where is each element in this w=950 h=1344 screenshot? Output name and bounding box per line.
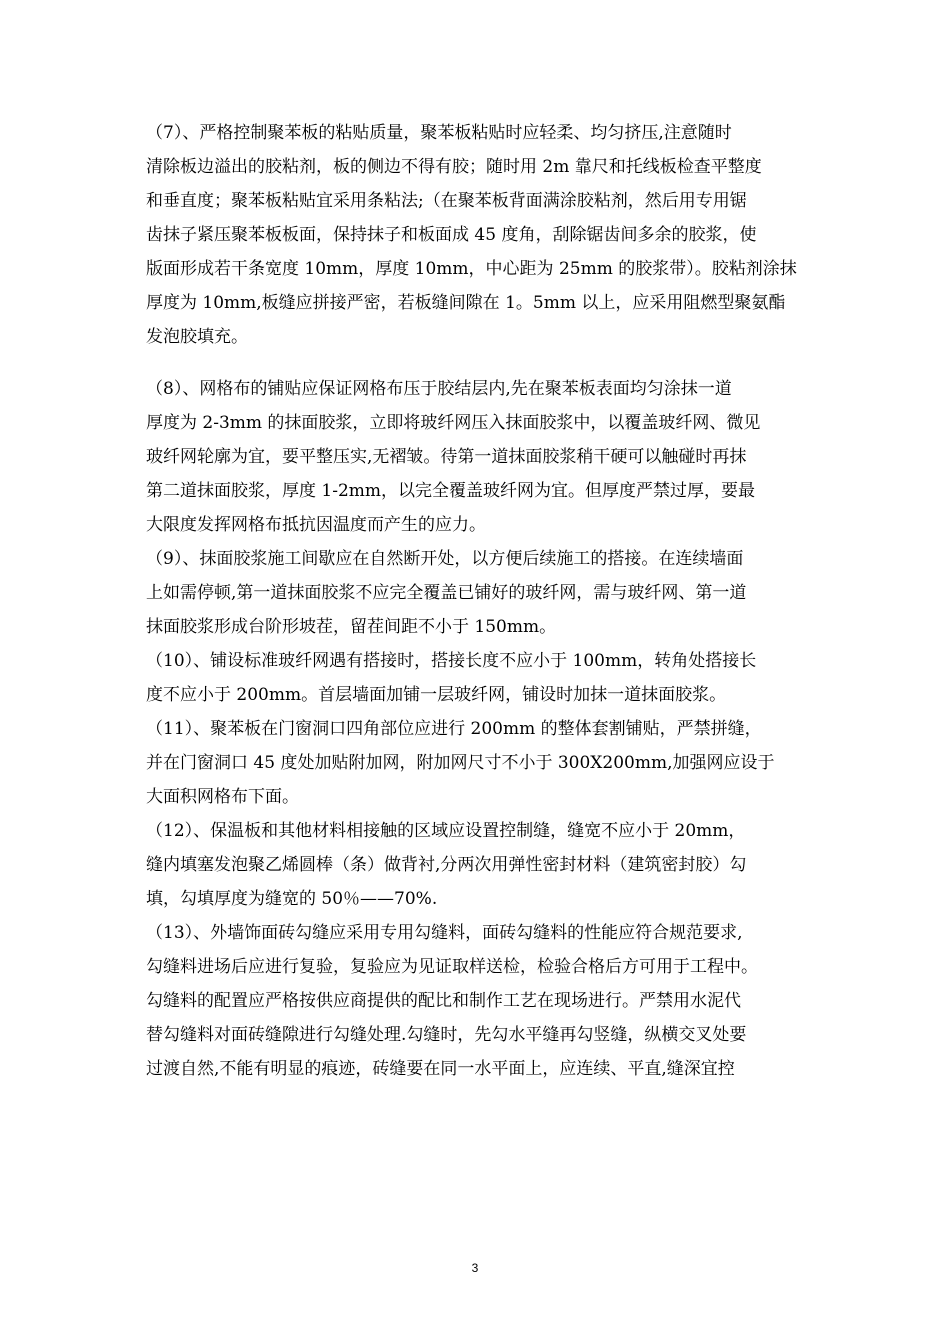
text-line: 齿抹子紧压聚苯板板面，保持抹子和板面成 45 度角，刮除锯齿间多余的胶浆，使 xyxy=(146,225,757,245)
text-line: 第二道抹面胶浆，厚度 1-2mm，以完全覆盖玻纤网为宜。但厚度严禁过厚，要最 xyxy=(146,481,756,501)
text-line: 过渡自然,不能有明显的痕迹，砖缝要在同一水平面上，应连续、平直,缝深宜控 xyxy=(146,1059,735,1079)
text-line: 度不应小于 200mm。首层墙面加铺一层玻纤网，铺设时加抹一道抹面胶浆。 xyxy=(146,685,727,705)
text-line: 大限度发挥网格布抵抗因温度而产生的应力。 xyxy=(146,515,486,535)
paragraph-7 xyxy=(146,116,828,354)
text-line: 并在门窗洞口 45 度处加贴附加网，附加网尺寸不小于 300X200mm,加强网应设于 xyxy=(146,753,775,773)
paragraph-12 xyxy=(146,814,828,916)
text-line: 替勾缝料对面砖缝隙进行勾缝处理.勾缝时，先勾水平缝再勾竖缝，纵横交叉处要 xyxy=(146,1025,747,1045)
text-line: 缝内填塞发泡聚乙烯圆棒（条）做背衬,分两次用弹性密封材料（建筑密封胶）勾 xyxy=(146,855,747,875)
text-line: 抹面胶浆形成台阶形坡茬，留茬间距不小于 150mm。 xyxy=(146,617,557,637)
text-line: 玻纤网轮廓为宜，要平整压实,无褶皱。待第一道抹面胶浆稍干硬可以触碰时再抹 xyxy=(146,447,747,467)
paragraph-11 xyxy=(146,712,828,814)
text-line: （8）、网格布的铺贴应保证网格布压于胶结层内,先在聚苯板表面均匀涂抹一道 xyxy=(146,379,732,399)
page-number: 3 xyxy=(471,1261,479,1275)
text-line: （10）、铺设标准玻纤网遇有搭接时，搭接长度不应小于 100mm，转角处搭接长 xyxy=(146,651,757,671)
text-line: 和垂直度；聚苯板粘贴宜采用条粘法;（在聚苯板背面满涂胶粘剂，然后用专用锯 xyxy=(146,191,747,211)
text-line: （7）、严格控制聚苯板的粘贴质量，聚苯板粘贴时应轻柔、均匀挤压,注意随时 xyxy=(146,123,732,143)
text-line: 勾缝料的配置应严格按供应商提供的配比和制作工艺在现场进行。严禁用水泥代 xyxy=(146,991,741,1011)
text-line: 厚度为 10mm,板缝应拼接严密，若板缝间隙在 1。5mm 以上，应采用阻燃型聚氨酯 xyxy=(146,293,786,313)
text-line: 填，勾填厚度为缝宽的 50％——70%. xyxy=(146,889,438,909)
text-line: 大面积网格布下面。 xyxy=(146,787,299,807)
text-line: 厚度为 2-3mm 的抹面胶浆，立即将玻纤网压入抹面胶浆中，以覆盖玻纤网、微见 xyxy=(146,413,761,433)
paragraph-9 xyxy=(146,542,828,644)
paragraph-8 xyxy=(146,372,828,542)
document-body xyxy=(146,116,828,1086)
text-line: （12）、保温板和其他材料相接触的区域应设置控制缝，缝宽不应小于 20mm， xyxy=(146,821,746,841)
text-line: 发泡胶填充。 xyxy=(146,327,248,347)
text-line: （9）、抹面胶浆施工间歇应在自然断开处，以方便后续施工的搭接。在连续墙面 xyxy=(146,549,744,569)
text-line: 勾缝料进场后应进行复验，复验应为见证取样送检，检验合格后方可用于工程中。 xyxy=(146,957,758,977)
text-line: 上如需停顿,第一道抹面胶浆不应完全覆盖已铺好的玻纤网，需与玻纤网、第一道 xyxy=(146,583,747,603)
text-line: 清除板边溢出的胶粘剂，板的侧边不得有胶；随时用 2m 靠尺和托线板检查平整度 xyxy=(146,157,762,177)
paragraph-10 xyxy=(146,644,828,712)
text-line: （11）、聚苯板在门窗洞口四角部位应进行 200mm 的整体套割铺贴，严禁拼缝， xyxy=(146,719,762,739)
text-line: （13）、外墙饰面砖勾缝应采用专用勾缝料，面砖勾缝料的性能应符合规范要求, xyxy=(146,923,743,943)
paragraph-13 xyxy=(146,916,828,1086)
text-line: 版面形成若干条宽度 10mm，厚度 10mm，中心距为 25mm 的胶浆带）。胶粘剂涂抹 xyxy=(146,259,797,279)
